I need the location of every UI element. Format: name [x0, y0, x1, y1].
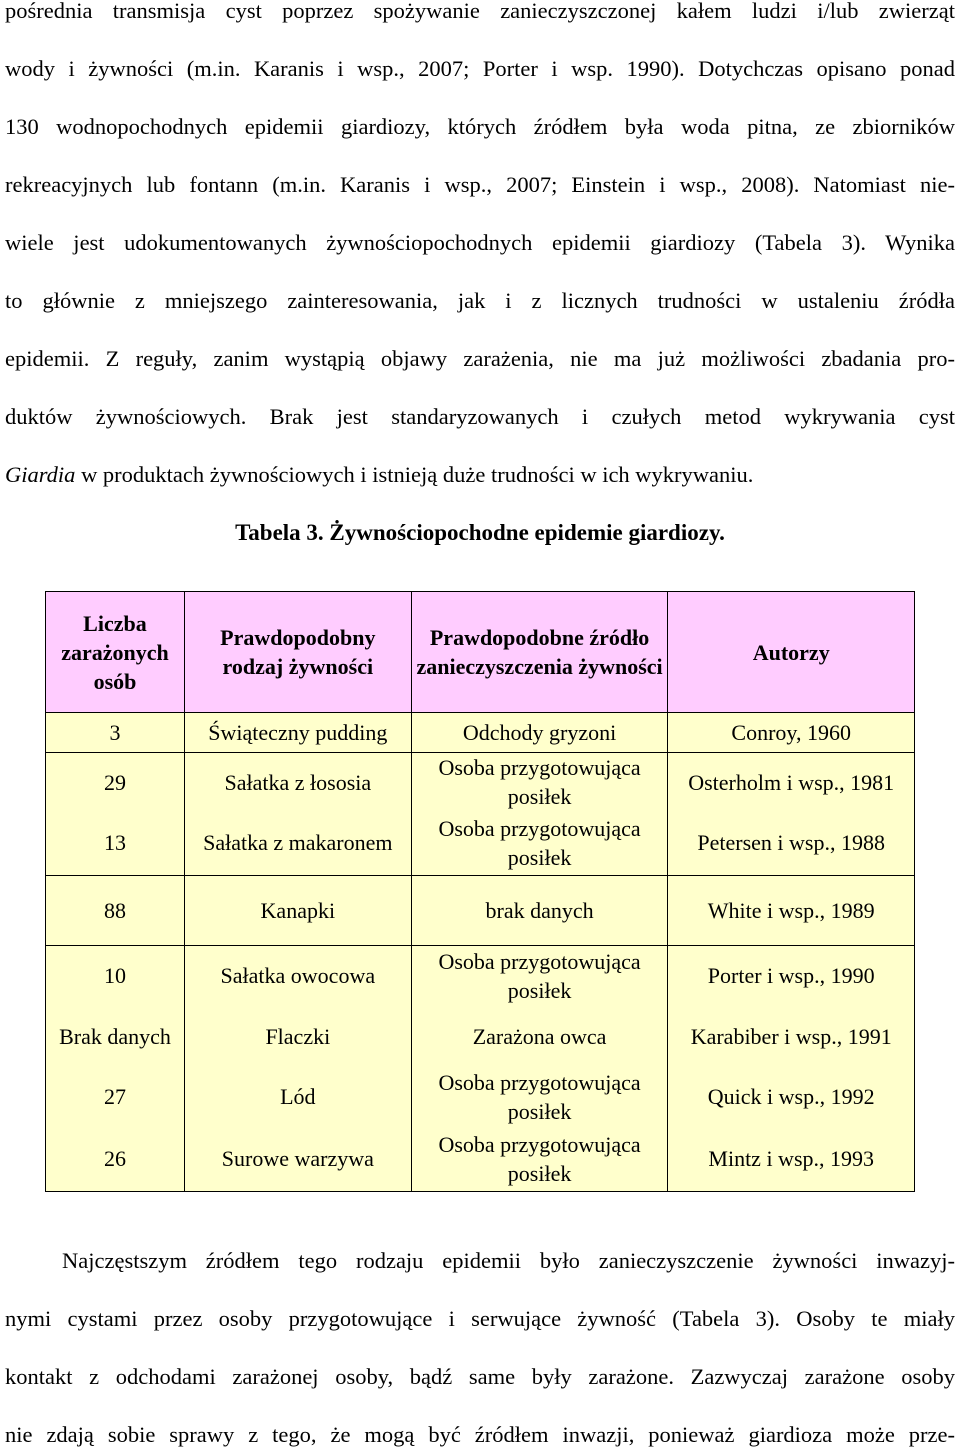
text-line: wiele jest udokumentowanych żywnościopochodnych epidemii giardiozy (Tabela 3). Wynika — [5, 230, 955, 255]
cell-count: 88 — [46, 875, 185, 945]
cell-source: Osoba przygotowująca posiłek — [411, 811, 668, 875]
cell-source: Odchody gryzoni — [411, 713, 668, 753]
cell-count: 3 — [46, 713, 185, 753]
text-line: to głównie z mniejszego zainteresowania, jak i z licznych trudności w ustaleniu źródła — [5, 288, 955, 313]
text-line-last — [5, 461, 955, 489]
table-caption: Tabela 3. Żywnościopochodne epidemie giardiozy. — [235, 520, 725, 545]
table-row — [46, 1066, 915, 1127]
cell-food: Kanapki — [184, 875, 411, 945]
cell-source: Osoba przygotowująca posiłek — [411, 945, 668, 1006]
text-line: duktów żywnościowych. Brak jest standaryzowanych i czułych metod wykrywania cyst — [5, 404, 955, 429]
cell-authors: Quick i wsp., 1992 — [668, 1066, 915, 1127]
cell-count: Brak danych — [46, 1006, 185, 1066]
cell-count: 26 — [46, 1127, 185, 1191]
text-line: Najczęstszym źródłem tego rodzaju epidemii było zanieczyszczenie żywności inwazyj- — [62, 1248, 955, 1273]
text-line: pośrednia transmisja cyst poprzez spożywanie zanieczyszczonej kałem ludzi i/lub zwierząt — [5, 0, 955, 23]
cell-count: 27 — [46, 1066, 185, 1127]
text-line: 130 wodnopochodnych epidemii giardiozy, których źródłem była woda pitna, ze zbiorników — [5, 114, 955, 139]
text-line: kontakt z odchodami zarażonej osoby, bądź same były zarażone. Zazwyczaj zarażone osoby — [5, 1364, 955, 1389]
cell-authors: Porter i wsp., 1990 — [668, 945, 915, 1006]
header-infected-count: Liczba zarażonych osób — [46, 592, 185, 713]
cell-count: 29 — [46, 753, 185, 812]
cell-source: Osoba przygotowująca posiłek — [411, 1127, 668, 1191]
cell-food: Flaczki — [184, 1006, 411, 1066]
text-line: nymi cystami przez osoby przygotowujące i serwujące żywność (Tabela 3). Osoby te miały — [5, 1306, 955, 1331]
header-food-type: Prawdopodobny rodzaj żywności — [184, 592, 411, 713]
cell-food: Sałatka owocowa — [184, 945, 411, 1006]
cell-food: Sałatka z makaronem — [184, 811, 411, 875]
table-row — [46, 713, 915, 753]
cell-food: Lód — [184, 1066, 411, 1127]
cell-source: Osoba przygotowująca posiłek — [411, 1066, 668, 1127]
text-line: epidemii. Z reguły, zanim wystąpią objawy zarażenia, nie ma już możliwości zbadania pro- — [5, 346, 955, 371]
cell-count: 13 — [46, 811, 185, 875]
table-row — [46, 753, 915, 812]
table-row — [46, 1006, 915, 1066]
text-line: nie zdają sobie sprawy z tego, że mogą być źródłem inwazji, ponieważ giardioza może prze- — [5, 1422, 955, 1447]
cell-authors: Karabiber i wsp., 1991 — [668, 1006, 915, 1066]
text-line: rekreacyjnych lub fontann (m.in. Karanis i wsp., 2007; Einstein i wsp., 2008). Natomiast nie- — [5, 172, 955, 197]
cell-authors: Mintz i wsp., 1993 — [668, 1127, 915, 1191]
cell-source: brak danych — [411, 875, 668, 945]
text-line: wody i żywności (m.in. Karanis i wsp., 2007; Porter i wsp. 1990). Dotychczas opisano ponad — [5, 56, 955, 81]
cell-food: Surowe warzywa — [184, 1127, 411, 1191]
cell-source: Osoba przygotowująca posiłek — [411, 753, 668, 812]
cell-authors: White i wsp., 1989 — [668, 875, 915, 945]
cell-food: Świąteczny pudding — [184, 713, 411, 753]
table-row — [46, 811, 915, 875]
table-row — [46, 875, 915, 945]
cell-source: Zarażona owca — [411, 1006, 668, 1066]
epidemics-table — [45, 591, 915, 1192]
table-header-row — [46, 592, 915, 713]
table-row — [46, 1127, 915, 1191]
genus-name: Giardia — [5, 462, 76, 487]
cell-authors: Osterholm i wsp., 1981 — [668, 753, 915, 812]
cell-authors: Petersen i wsp., 1988 — [668, 811, 915, 875]
header-contamination-source: Prawdopodobne źródło zanieczyszczenia żywności — [411, 592, 668, 713]
table-row — [46, 945, 915, 1006]
cell-food: Sałatka z łososia — [184, 753, 411, 812]
text-line-rest: w produktach żywnościowych i istnieją duże trudności w ich wykrywaniu. — [75, 462, 754, 487]
cell-count: 10 — [46, 945, 185, 1006]
header-authors: Autorzy — [668, 592, 915, 713]
cell-authors: Conroy, 1960 — [668, 713, 915, 753]
